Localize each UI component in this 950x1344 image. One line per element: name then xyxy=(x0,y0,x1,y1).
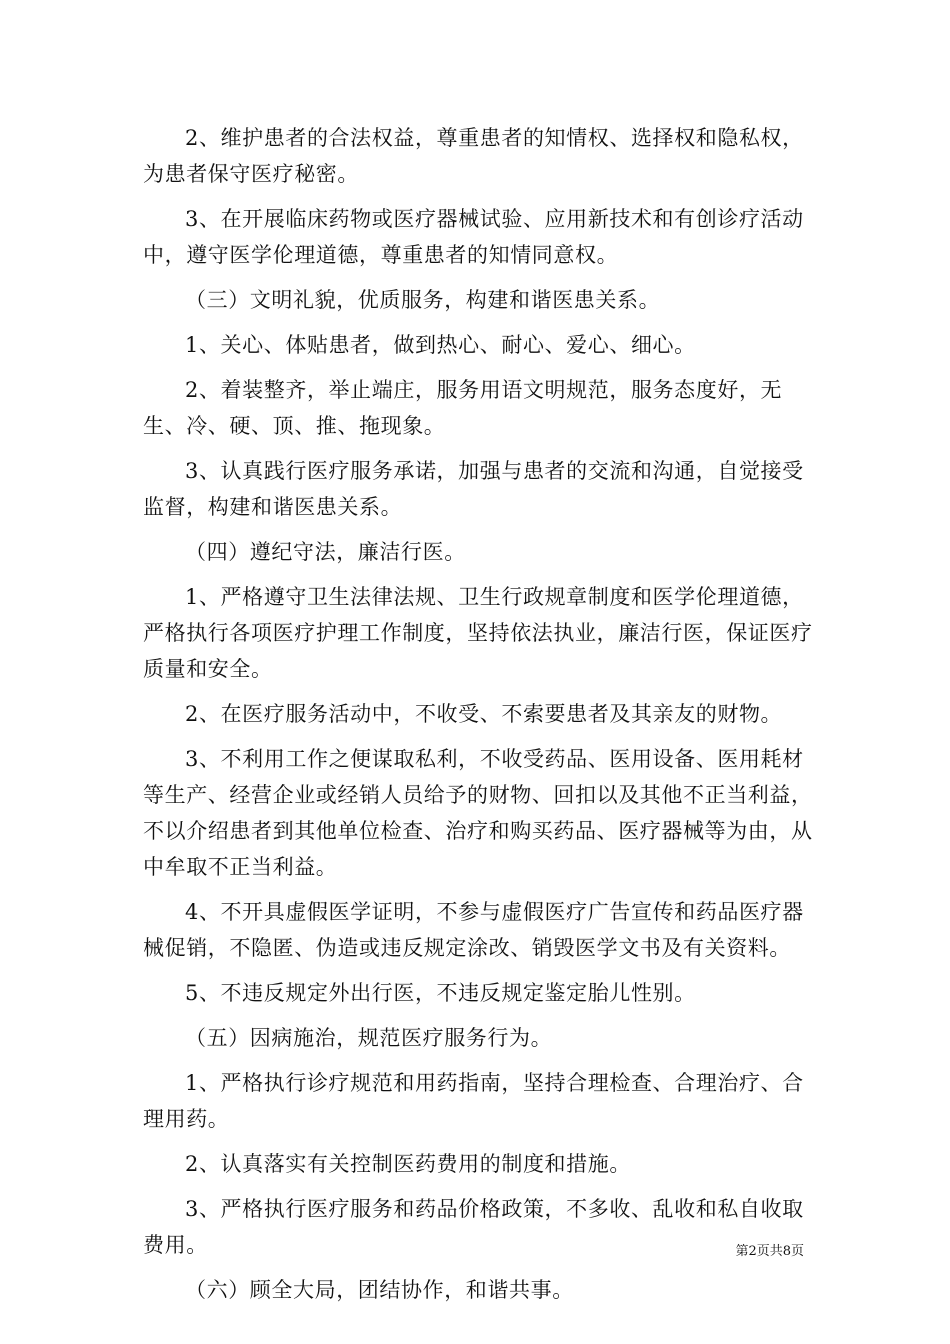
page-number: 第2页共8页 xyxy=(735,1244,804,1259)
section-heading: （四）遵纪守法，廉洁行医。 xyxy=(185,540,466,564)
paragraph: 3、在开展临床药物或医疗器械试验、应用新技术和有创诊疗活动中，遵守医学伦理道德，尊重患者的知情同意权。 xyxy=(143,207,804,267)
paragraph: 3、认真践行医疗服务承诺，加强与患者的交流和沟通，自觉接受监督，构建和谐医患关系。 xyxy=(143,459,804,519)
paragraph: 5、不违反规定外出行医，不违反规定鉴定胎儿性别。 xyxy=(185,981,696,1005)
paragraph: 2、着装整齐，举止端庄，服务用语文明规范，服务态度好，无生、冷、硬、顶、推、拖现象。 xyxy=(143,378,783,438)
paragraph: 3、严格执行医疗服务和药品价格政策，不多收、乱收和私自收取费用。 xyxy=(143,1197,804,1257)
paragraph: 2、在医疗服务活动中，不收受、不索要患者及其亲友的财物。 xyxy=(185,702,783,726)
section-heading: （三）文明礼貌，优质服务，构建和谐医患关系。 xyxy=(185,288,661,312)
paragraph: 2、认真落实有关控制医药费用的制度和措施。 xyxy=(185,1152,631,1176)
section-heading: （五）因病施治，规范医疗服务行为。 xyxy=(185,1026,553,1050)
section-heading: （六）顾全大局，团结协作，和谐共事。 xyxy=(185,1278,574,1302)
paragraph: 1、关心、体贴患者，做到热心、耐心、爱心、细心。 xyxy=(185,333,696,357)
paragraph: 1、严格遵守卫生法律法规、卫生行政规章制度和医学伦理道德，严格执行各项医疗护理工作制度，坚持依法执业，廉洁行医，保证医疗质量和安全。 xyxy=(143,585,813,681)
paragraph: 2、维护患者的合法权益，尊重患者的知情权、选择权和隐私权，为患者保守医疗秘密。 xyxy=(143,126,804,186)
paragraph: 3、不利用工作之便谋取私利，不收受药品、医用设备、医用耗材等生产、经营企业或经销人员给予的财物、回扣以及其他不正当利益，不以介绍患者到其他单位检查、治疗和购买药品、医疗器械等为由，从中牟取不正当利益。 xyxy=(143,747,813,879)
paragraph: 1、严格执行诊疗规范和用药指南，坚持合理检查、合理治疗、合理用药。 xyxy=(143,1071,804,1131)
document-body xyxy=(143,120,823,1317)
paragraph: 4、不开具虚假医学证明，不参与虚假医疗广告宣传和药品医疗器械促销，不隐匿、伪造或违反规定涂改、销毁医学文书及有关资料。 xyxy=(143,900,804,960)
